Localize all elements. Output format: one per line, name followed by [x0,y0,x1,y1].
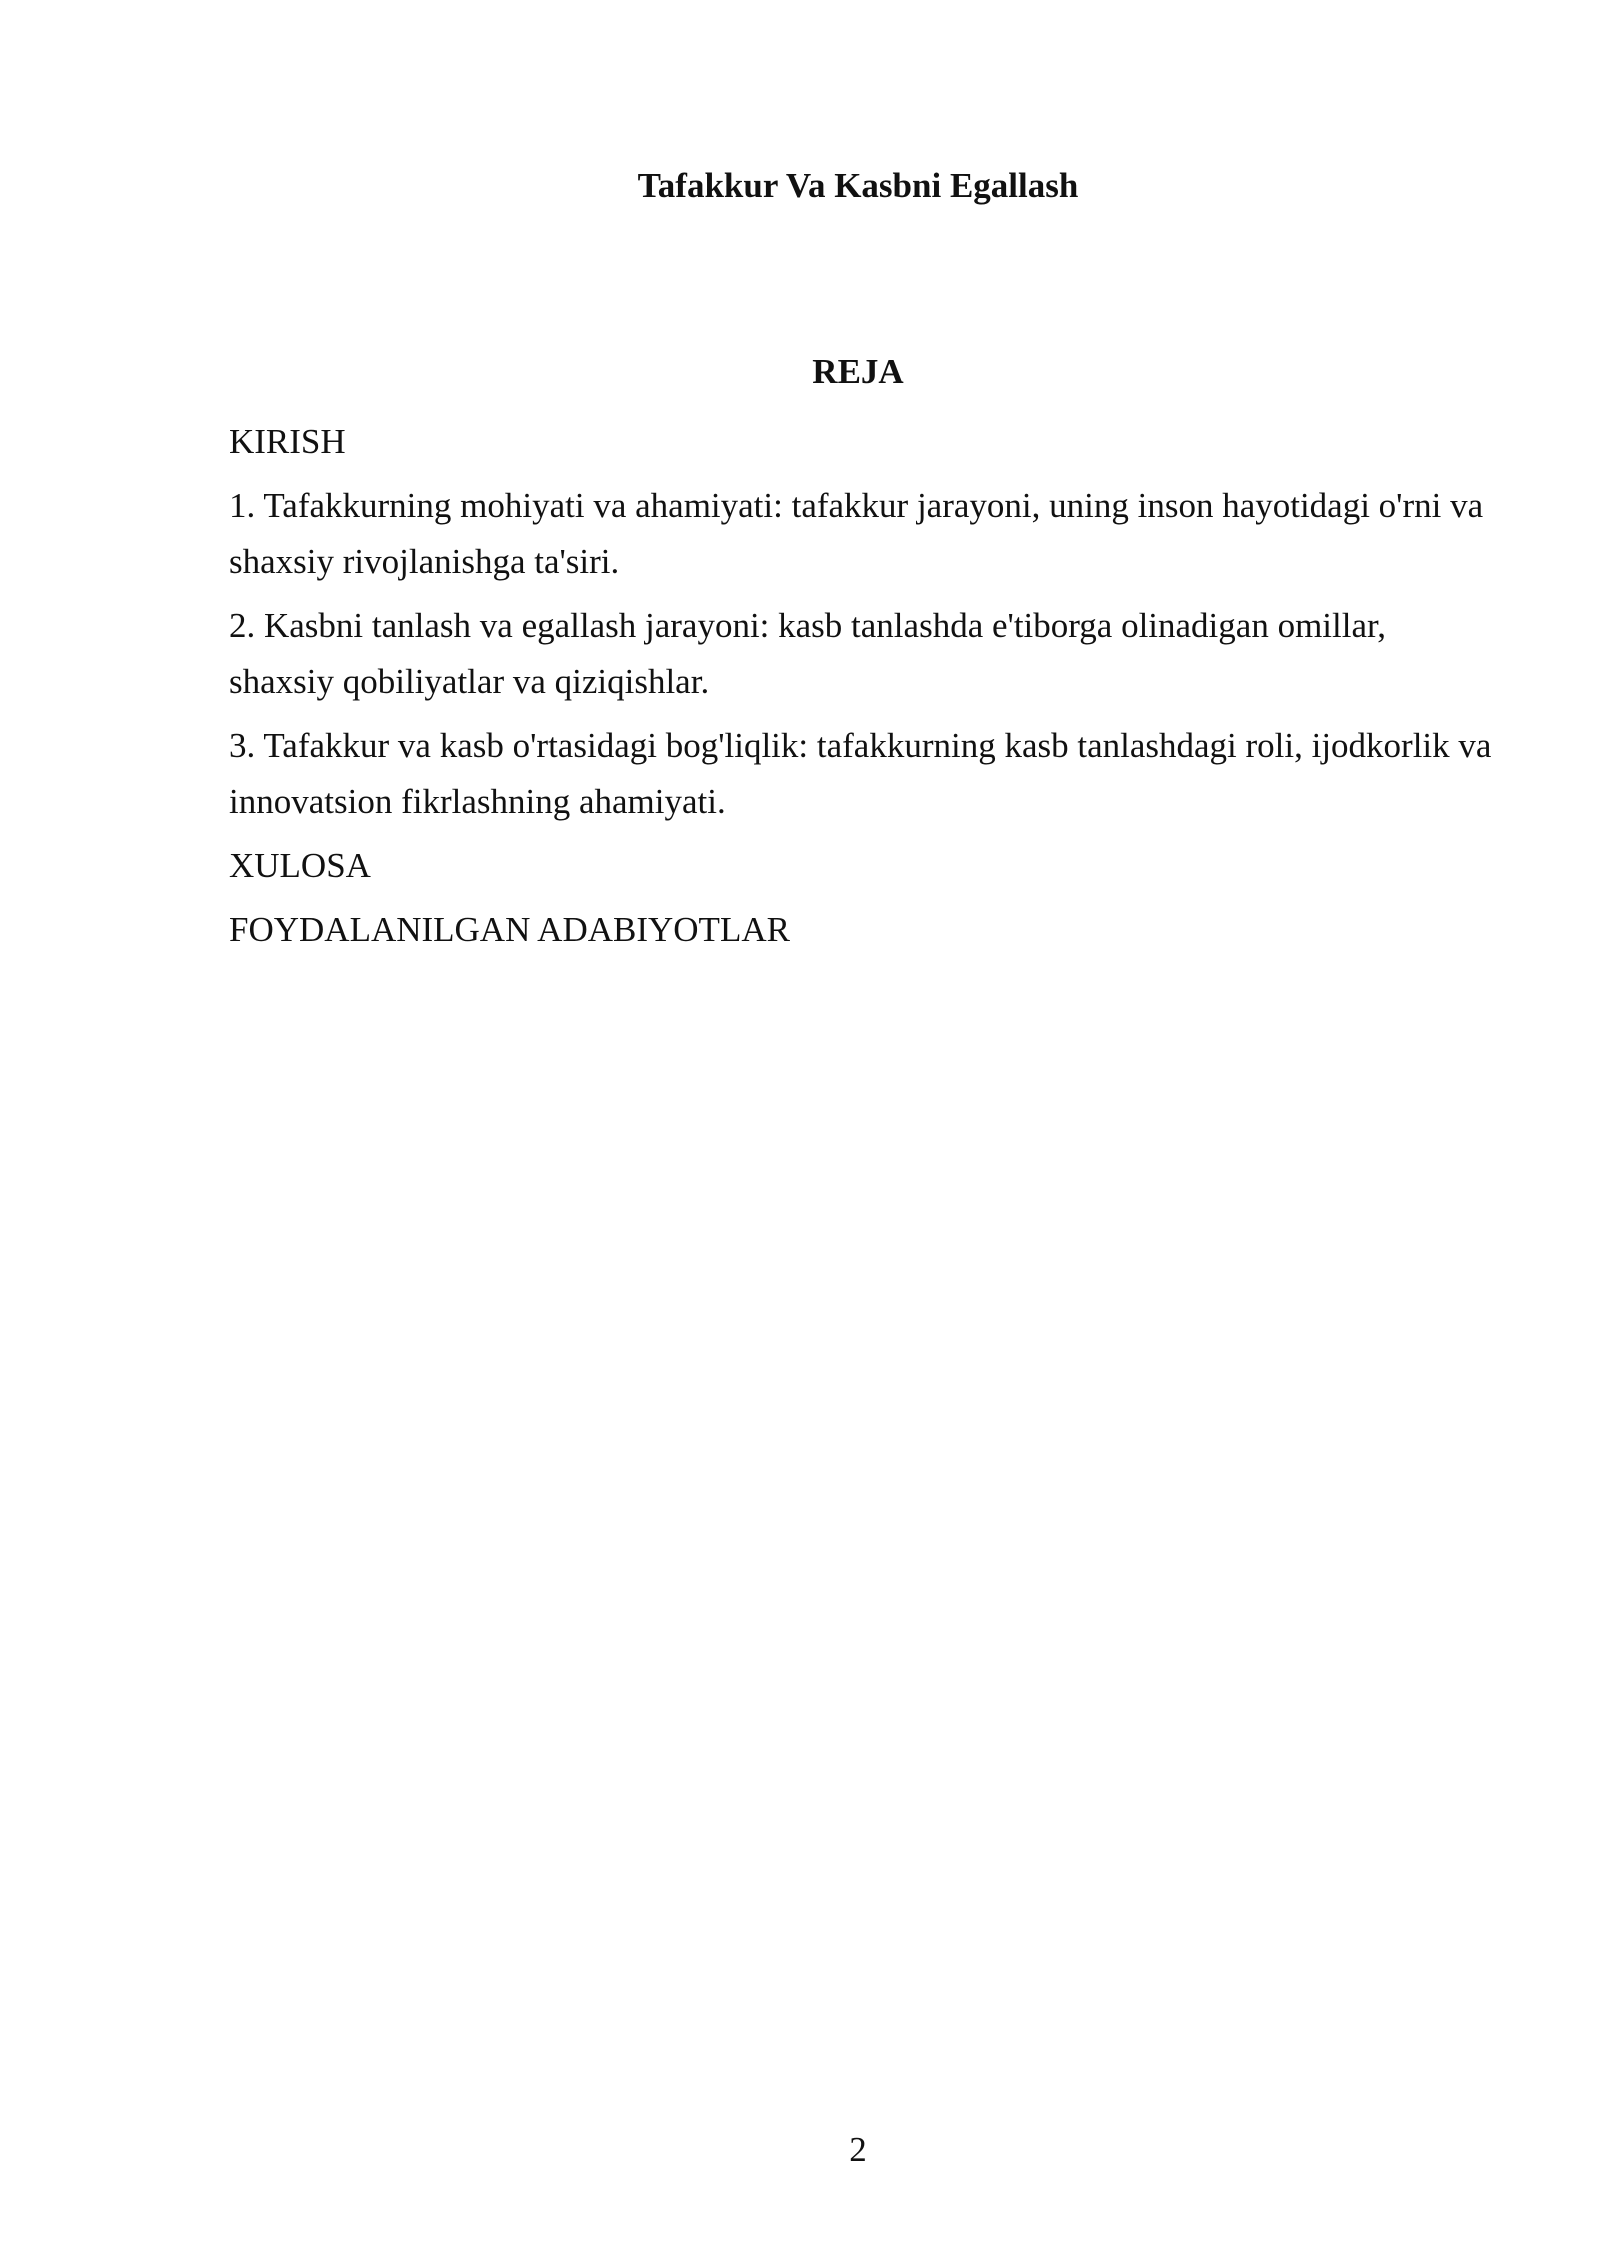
page-number: 2 [849,2130,867,2169]
document-title: Tafakkur Va Kasbni Egallash [637,166,1079,205]
plan-item-references: FOYDALANILGAN ADABIYOTLAR [229,910,790,949]
plan-item-2: 2. Kasbni tanlash va egallash jarayoni: kasb tanlashda e'tiborga olinadigan omillar, shaxsiy qobiliyatlar va qiziqishlar. [229,606,1386,701]
plan-heading: REJA [812,352,904,391]
plan-item-conclusion: XULOSA [229,846,371,885]
plan-item-3: 3. Tafakkur va kasb o'rtasidagi bog'liqlik: tafakkurning kasb tanlashdagi roli, ijodkorlik va innovatsion fikrlashning ahamiyati. [229,726,1492,821]
plan-item-introduction: KIRISH [229,422,346,461]
plan-item-1: 1. Tafakkurning mohiyati va ahamiyati: tafakkur jarayoni, uning inson hayotidagi o'rni va shaxsiy rivojlanishga ta'siri. [229,486,1484,581]
plan-list [229,414,1499,966]
